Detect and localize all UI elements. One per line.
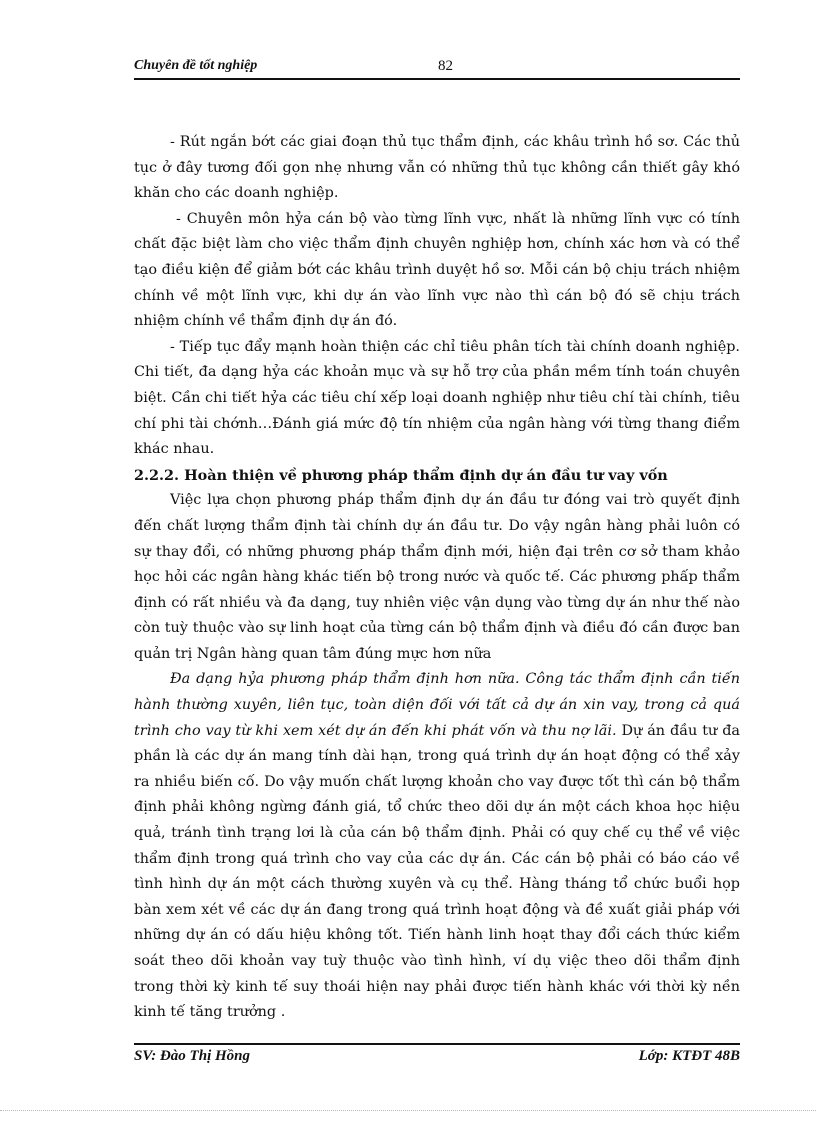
- page-content: [134, 130, 740, 1026]
- document-title: Chuyên đề tốt nghiệp: [134, 58, 258, 73]
- body-paragraph-2: [134, 667, 740, 1025]
- bullet-paragraph-3: - Tiếp tục đẩy mạnh hoàn thiện các chỉ tiêu phân tích tài chính doanh nghiệp. Chi tiết, đa dạng hỷa các khoản mục và sự hỗ trợ của phần mềm tính toán chuyên biệt. Cần chi tiết hỷa các tiêu chí xếp loại doanh nghiệp như tiêu chí tài chính, tiêu chí phi tài chớnh…Đánh giá mức độ tín nhiệm của ngân hàng với từng thang điểm khác nhau.: [134, 338, 740, 458]
- section-heading: 2.2.2. Hoàn thiện về phương pháp thẩm định dự án đầu tư vay vốn: [134, 466, 668, 484]
- body-paragraph-1: Việc lựa chọn phương pháp thẩm định dự án đầu tư đóng vai trò quyết định đến chất lượng thẩm định tài chính dự án đầu tư. Do vậy ngân hàng phải luôn có sự thay đổi, có những phương pháp thẩm định mới, hiện đại trên cơ sở tham khảo học hỏi các ngân hàng khác tiến bộ trong nước và quốc tế. Các phương phấp thẩm định có rất nhiều và đa dạng, tuy nhiên việc vận dụng vào từng dự án như thế nào còn tuỳ thuộc vào sự linh hoạt của từng cán bộ thẩm định và điều đó cần được ban quản trị Ngân hàng quan tâm đúng mực hơn nữa: [134, 492, 740, 662]
- page-number: 82: [438, 58, 453, 74]
- bullet-paragraph-2: - Chuyên môn hỷa cán bộ vào từng lĩnh vực, nhất là những lĩnh vực có tính chất đặc biệt làm cho việc thẩm định chuyên nghiệp hơn, chính xác hơn và có thể tạo điều kiện để giảm bớt các khâu trình duyệt hồ sơ. Mỗi cán bộ chịu trách nhiệm chính về một lĩnh vực, khi dự án vào lĩnh vực nào thì cán bộ đó sẽ chịu trách nhiệm chính về thẩm định dự án đó.: [134, 210, 740, 330]
- page-break-line: [0, 1110, 816, 1111]
- page-header: [134, 58, 740, 80]
- paragraph-2-text: Dự án đầu tư đa phần là các dự án mang tính dài hạn, trong quá trình dự án hoạt động có thể xảy ra nhiều biến cố. Do vậy muốn chất lượng khoản cho vay được tốt thì cán bộ thẩm định phải không ngừng đánh giá, tổ chức theo dõi dự án một cách khoa học hiệu quả, tránh tình trạng lơi là của cán bộ thẩm định. Phải có quy chế cụ thể về việc thẩm định trong quá trình cho vay của các dự án. Các cán bộ phải có báo cáo về tình hình dự án một cách thường xuyên và cụ thể. Hàng tháng tổ chức buổi họp bàn xem xét về các dự án đang trong quá trình hoạt động và đề xuất giải pháp với những dự án có dấu hiệu không tốt. Tiến hành linh hoạt thay đổi cách thức kiểm soát theo dõi khoản vay tuỳ thuộc vào tình hình, ví dụ việc theo dõi thẩm định trong thời kỳ kinh tế suy thoái hiện nay phải được tiến hành khác với thời kỳ nền kinh tế tăng trưởng .: [134, 722, 740, 1021]
- student-name: SV: Đào Thị Hồng: [134, 1048, 250, 1064]
- class-label: Lớp: KTĐT 48B: [638, 1048, 740, 1064]
- bullet-paragraph-1: - Rút ngắn bớt các giai đoạn thủ tục thẩm định, các khâu trình hồ sơ. Các thủ tục ở đây tương đối gọn nhẹ nhưng vẫn có những thủ tục không cần thiết gây khó khăn cho các doanh nghiệp.: [134, 134, 740, 202]
- italic-lead-sentence: Đa dạng hỷa phương pháp thẩm định hơn nữa. Công tác thẩm định cần tiến hành thường xuyên, liên tục, toàn diện đối với tất cả dự án xin vay, trong cả quá trình cho vay từ khi xem xét dự án đến khi phát vốn và thu nợ lãi.: [134, 671, 740, 739]
- page-footer: [134, 1043, 740, 1067]
